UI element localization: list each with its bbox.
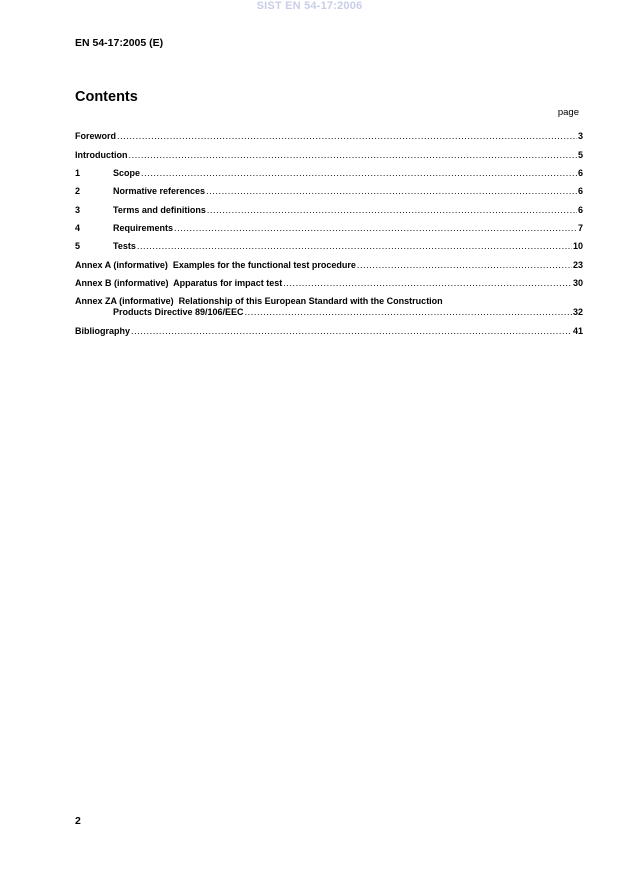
toc-entry-page: 23: [572, 260, 583, 270]
toc-entry-page: 6: [577, 205, 583, 215]
toc-entry-page: 6: [577, 186, 583, 196]
toc-entry-annex-b[interactable]: [75, 278, 583, 289]
toc-entry-bibliography[interactable]: [75, 326, 583, 337]
toc-entry-title: Annex A (informative) Examples for the functional test procedure: [75, 260, 356, 270]
toc-entry-page: 10: [572, 241, 583, 251]
toc-entry-introduction[interactable]: [75, 150, 583, 161]
toc-entry-number: 1: [75, 168, 81, 178]
toc-entry-page: 7: [577, 223, 583, 233]
toc-dot-leader: [129, 150, 577, 161]
toc-dot-leader: [207, 205, 577, 216]
toc-entry-title: Introduction: [75, 150, 128, 160]
toc-entry-scope[interactable]: [75, 168, 583, 179]
page-column-label: page: [557, 107, 579, 118]
contents-title: Contents: [75, 89, 138, 105]
toc-dot-leader: [206, 186, 577, 197]
toc-entry-annex-a[interactable]: [75, 260, 583, 271]
page-number: 2: [75, 815, 81, 827]
toc-entry-page: 6: [577, 168, 583, 178]
toc-entry-title-continued: Products Directive 89/106/EEC: [113, 307, 244, 317]
toc-entry-number: 4: [75, 223, 81, 233]
toc-entry-title: Terms and definitions: [113, 205, 206, 215]
toc-dot-leader: [117, 131, 577, 142]
toc-dot-leader: [141, 168, 577, 179]
document-id: EN 54-17:2005 (E): [75, 37, 164, 49]
toc-entry-foreword[interactable]: [75, 131, 583, 142]
toc-entry-tests[interactable]: [75, 241, 583, 252]
toc-entry-title: Annex ZA (informative) Relationship of this European Standard with the Construction: [75, 296, 443, 306]
toc-entry-title: Foreword: [75, 131, 117, 141]
toc-dot-leader: [137, 241, 572, 252]
toc-entry-requirements[interactable]: [75, 223, 583, 234]
watermark: SIST EN 54-17:2006: [256, 0, 363, 12]
toc-entry-page: 3: [577, 131, 583, 141]
toc-entry-number: 3: [75, 205, 81, 215]
toc-dot-leader: [131, 326, 572, 337]
toc-dot-leader: [245, 307, 572, 318]
toc-entry-title: Annex B (informative) Apparatus for impact test: [75, 278, 283, 288]
toc-entry-page: 30: [572, 278, 583, 288]
toc-dot-leader: [283, 278, 572, 289]
toc-entry-terms-and-definitions[interactable]: [75, 205, 583, 216]
toc-entry-title: Normative references: [113, 186, 206, 196]
toc-entry-normative-references[interactable]: [75, 186, 583, 197]
toc-entry-title: Tests: [113, 241, 136, 251]
toc-dot-leader: [357, 260, 572, 271]
toc-entry-title: Bibliography: [75, 326, 131, 336]
toc-entry-page: 5: [577, 150, 583, 160]
toc-entry-title: Requirements: [113, 223, 174, 233]
toc-entry-number: 2: [75, 186, 81, 196]
toc-entry-title: Scope: [113, 168, 141, 178]
toc-entry-annex-za[interactable]: [75, 296, 583, 318]
toc-entry-page: 32: [572, 307, 583, 317]
toc-dot-leader: [174, 223, 577, 234]
toc-entry-number: 5: [75, 241, 81, 251]
toc-entry-page: 41: [572, 326, 583, 336]
